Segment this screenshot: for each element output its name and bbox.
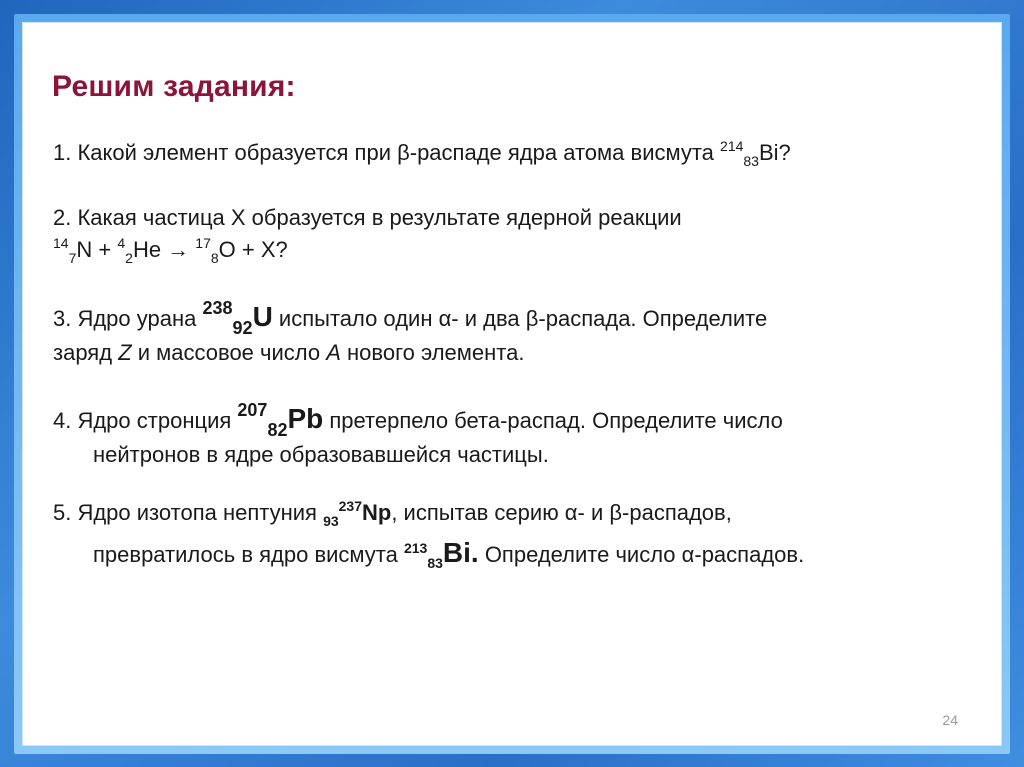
task-1-charge: 83 [743, 153, 759, 169]
pb-symbol: Pb [287, 403, 324, 434]
task-1-end: ? [778, 140, 791, 165]
task-3-line2-b: и массовое число [131, 339, 327, 365]
arrow: → [161, 237, 196, 263]
task-4-rest: претерпело бета-распад. Определите число [323, 408, 783, 433]
task-1-text: 1. Какой элемент образуется при β-распаде ядра атома висмута [53, 140, 721, 165]
task-3-line2-a: заряд [53, 339, 119, 365]
task-5 [53, 500, 804, 570]
n-mass: 14 [53, 235, 69, 252]
z-variable: Z [118, 339, 132, 365]
task-5-rest: , испытав серию α- и β-распадов, [391, 500, 732, 525]
task-3-rest: испытало один α- и два β-распада. Определите [272, 306, 768, 331]
he-charge: 2 [125, 250, 133, 267]
np-mass: 237 [338, 498, 362, 514]
o-mass: 17 [195, 235, 211, 252]
slide [22, 22, 1002, 746]
bi-charge: 83 [427, 555, 443, 572]
pb-charge: 82 [267, 420, 288, 440]
task-5-start: 5. Ядро изотопа нептуния [53, 500, 324, 525]
task-1-symbol: Bi [758, 140, 779, 165]
slide-title: Решим задания: [52, 70, 296, 103]
task-1 [53, 138, 791, 169]
task-3 [53, 300, 767, 366]
o-symbol: O [218, 237, 236, 263]
u-charge: 92 [232, 318, 253, 338]
task-5-line2-end: Определите число α-распадов. [478, 542, 805, 568]
n-symbol: N [76, 237, 93, 263]
task-5-line2-start: превратилось в ядро висмута [93, 542, 404, 568]
task-2 [53, 205, 682, 267]
task-4-line-2: нейтронов в ядре образовавшейся частицы. [93, 441, 549, 467]
pb-mass: 207 [237, 400, 268, 420]
bi-mass: 213 [403, 540, 428, 557]
o-charge: 8 [210, 250, 219, 267]
reaction-tail: + Х? [235, 237, 288, 263]
u-symbol: U [252, 301, 273, 332]
task-4 [53, 402, 783, 468]
task-2-reaction [53, 235, 682, 267]
task-2-line-1: 2. Какая частица Х образуется в результате ядерной реакции [53, 205, 682, 230]
a-variable: А [326, 339, 341, 365]
u-mass: 238 [202, 298, 233, 318]
bi-symbol: Bi. [442, 537, 479, 569]
task-3-line2-c: нового элемента. [340, 339, 525, 365]
task-4-start: 4. Ядро стронция [53, 408, 238, 433]
n-charge: 7 [68, 250, 77, 267]
he-symbol: He [132, 237, 162, 263]
task-1-mass: 214 [720, 138, 744, 154]
np-symbol: Np [362, 500, 392, 525]
he-mass: 4 [117, 235, 126, 252]
np-charge: 93 [323, 513, 339, 529]
plus-sign: + [92, 237, 118, 263]
task-3-start: 3. Ядро урана [53, 306, 203, 331]
page-number: 24 [942, 712, 958, 728]
